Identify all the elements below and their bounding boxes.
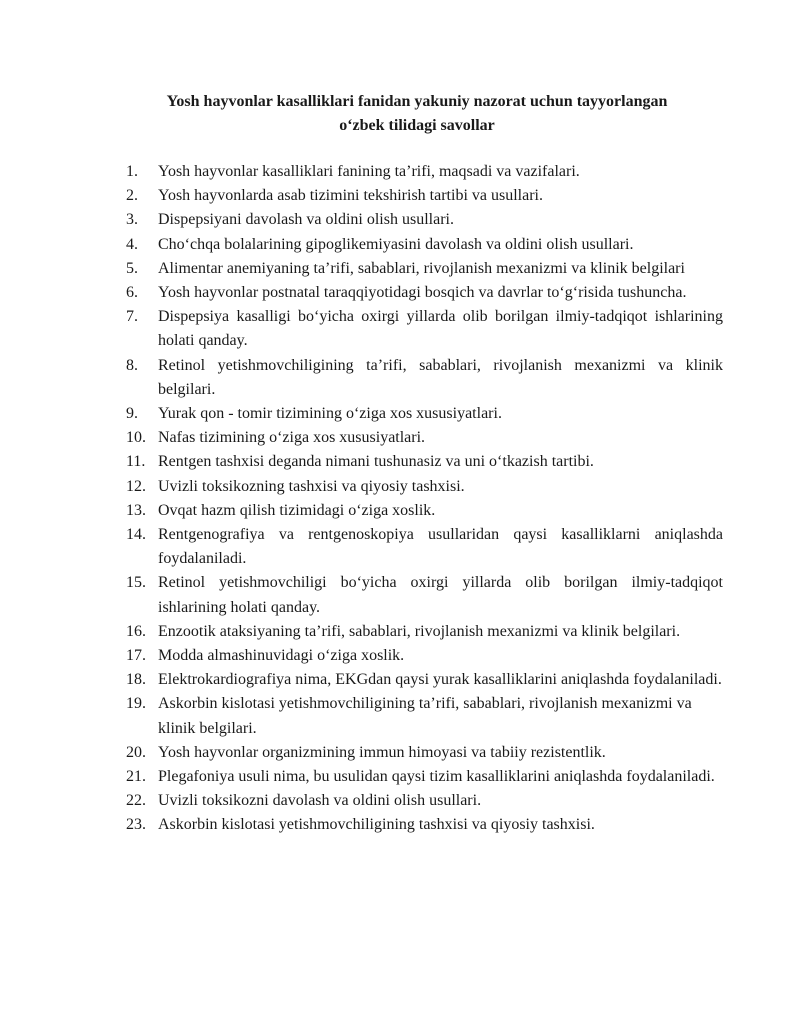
- question-number: 15.: [126, 574, 146, 592]
- question-number: 2.: [126, 187, 138, 205]
- question-item: [126, 475, 723, 499]
- question-number: 8.: [126, 356, 138, 374]
- question-text: Yosh hayvonlarda asab tizimini tekshirish tartibi va usullari.: [158, 187, 543, 205]
- question-number: 1.: [126, 163, 138, 180]
- question-number: 20.: [126, 743, 146, 761]
- question-text: Plegafoniya usuli nima, bu usulidan qaysi tizim kasalliklarini aniqlashda foydalaniladi.: [158, 768, 715, 786]
- question-text: Elektrokardiografiya nima, EKGdan qaysi yurak kasalliklarini aniqlashda foydalaniladi.: [158, 671, 722, 689]
- question-text: Retinol yetishmovchiligi bo‘yicha oxirgi yillarda olib borilgan ilmiy-tadqiqot ishlarining holati qanday.: [158, 574, 723, 616]
- question-text: Enzootik ataksiyaning ta’rifi, sabablari, rivojlanish mexanizmi va klinik belgilari.: [158, 622, 681, 640]
- question-item: [126, 208, 723, 232]
- question-text: Askorbin kislotasi yetishmovchiligining ta’rifi, sabablari, rivojlanish mexanizmi va klinik belgilari.: [158, 695, 692, 737]
- question-number: 9.: [126, 405, 138, 423]
- question-text: Yosh hayvonlar postnatal taraqqiyotidagi bosqich va davrlar to‘g‘risida tushuncha.: [158, 284, 687, 302]
- question-number: 14.: [126, 526, 146, 544]
- question-text: Rentgen tashxisi deganda nimani tushunasiz va uni o‘tkazish tartibi.: [158, 453, 594, 471]
- question-text: Modda almashinuvidagi o‘ziga xoslik.: [158, 647, 405, 665]
- question-text: Nafas tizimining o‘ziga xos xususiyatlari.: [158, 429, 426, 447]
- question-item: [126, 257, 723, 281]
- question-text: Rentgenografiya va rentgenoskopiya usullaridan qaysi kasalliklarni aniqlashda foydalaniladi.: [158, 526, 723, 568]
- question-number: 22.: [126, 792, 146, 810]
- question-number: 18.: [126, 671, 146, 689]
- question-item: [126, 813, 723, 837]
- question-item: [126, 281, 723, 305]
- question-number: 10.: [126, 429, 146, 447]
- question-item: [126, 668, 723, 692]
- question-item: [126, 426, 723, 450]
- question-text: Uvizli toksikozning tashxisi va qiyosiy tashxisi.: [158, 477, 465, 495]
- question-number: 4.: [126, 235, 138, 253]
- question-text: Retinol yetishmovchiligining ta’rifi, sabablari, rivojlanish mexanizmi va klinik belgilari.: [158, 356, 723, 398]
- question-item: [126, 523, 723, 571]
- question-number: 12.: [126, 477, 146, 495]
- question-item: [126, 184, 723, 208]
- question-item: [126, 450, 723, 474]
- question-number: 6.: [126, 284, 138, 302]
- question-item: [126, 620, 723, 644]
- question-number: 3.: [126, 211, 138, 229]
- question-item: [126, 402, 723, 426]
- title-line-2: o‘zbek tilidagi savollar: [339, 117, 495, 134]
- question-item: [126, 571, 723, 619]
- question-number: 16.: [126, 622, 146, 640]
- question-text: Alimentar anemiyaning ta’rifi, sabablari, rivojlanish mexanizmi va klinik belgilari: [158, 259, 685, 277]
- question-item: [126, 644, 723, 668]
- question-number: 13.: [126, 501, 146, 519]
- question-text: Yosh hayvonlar kasalliklari fanining ta’rifi, maqsadi va vazifalari.: [158, 163, 580, 180]
- document-title: [100, 90, 734, 138]
- question-text: Askorbin kislotasi yetishmovchiligining tashxisi va qiyosiy tashxisi.: [158, 816, 595, 834]
- question-number: 23.: [126, 816, 146, 834]
- question-number: 21.: [126, 768, 146, 786]
- question-item: [126, 789, 723, 813]
- question-item: [126, 499, 723, 523]
- question-item: [126, 305, 723, 353]
- question-text: Yurak qon - tomir tizimining o‘ziga xos xususiyatlari.: [158, 405, 502, 423]
- question-text: Yosh hayvonlar organizmining immun himoyasi va tabiiy rezistentlik.: [158, 743, 606, 761]
- question-number: 17.: [126, 647, 146, 665]
- question-text: Ovqat hazm qilish tizimidagi o‘ziga xoslik.: [158, 501, 436, 519]
- question-item: [126, 160, 723, 184]
- question-item: [126, 741, 723, 765]
- question-text: Uvizli toksikozni davolash va oldini olish usullari.: [158, 792, 482, 810]
- question-item: [126, 765, 723, 789]
- question-number: 5.: [126, 259, 138, 277]
- question-number: 19.: [126, 695, 146, 713]
- question-item: [126, 692, 723, 740]
- question-text: Dispepsiyani davolash va oldini olish usullari.: [158, 211, 454, 229]
- question-text: Cho‘chqa bolalarining gipoglikemiyasini davolash va oldini olish usullari.: [158, 235, 634, 253]
- question-text: Dispepsiya kasalligi bo‘yicha oxirgi yillarda olib borilgan ilmiy-tadqiqot ishlarining holati qanday.: [158, 308, 723, 350]
- question-number: 7.: [126, 308, 138, 326]
- question-list: [126, 160, 723, 838]
- question-number: 11.: [126, 453, 146, 471]
- question-item: [126, 354, 723, 402]
- question-item: [126, 233, 723, 257]
- title-line-1: Yosh hayvonlar kasalliklari fanidan yakuniy nazorat uchun tayyorlangan: [166, 93, 668, 110]
